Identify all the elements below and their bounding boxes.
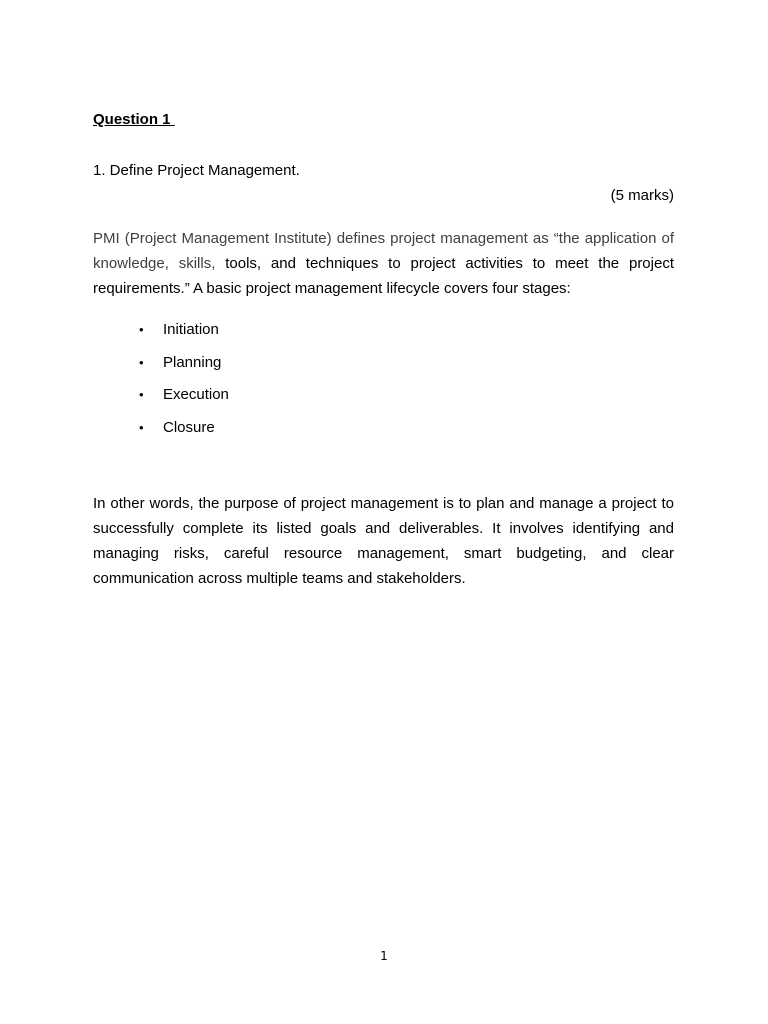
bullet-icon: •: [139, 354, 144, 370]
bullet-icon: •: [139, 387, 144, 402]
question-heading: Question 1: [93, 111, 175, 128]
list-item: [93, 352, 229, 385]
stage-label-closure: Closure: [163, 418, 215, 436]
page-number: 1: [380, 949, 388, 963]
marks-label: (5 marks): [610, 187, 674, 204]
stage-label-initiation: Initiation: [163, 321, 219, 338]
definition-quote-grey: PMI (Project Management Institute) defines project management as “the application of knowledge, skills,: [93, 230, 674, 272]
bullet-icon: •: [139, 322, 144, 337]
definition-paragraph: [93, 226, 674, 301]
lifecycle-stage-list: [93, 319, 229, 449]
stage-label-planning: Planning: [163, 353, 222, 371]
question-text: 1. Define Project Management.: [93, 162, 300, 179]
bullet-icon: •: [139, 419, 144, 435]
summary-paragraph: In other words, the purpose of project management is to plan and manage a project to successfully complete its listed goals and deliverables. It involves identifying and managing risks, careful resource management, smart budgeting, and clear communication across multiple teams and stakeholders.: [93, 495, 674, 587]
list-item: [93, 384, 229, 417]
definition-quote-black: tools, and techniques to project activities to meet the project requirements.” A basic project management lifecycle covers four stages:: [93, 255, 674, 297]
list-item: [93, 417, 229, 450]
stage-label-execution: Execution: [163, 386, 229, 403]
list-item: [93, 319, 229, 352]
